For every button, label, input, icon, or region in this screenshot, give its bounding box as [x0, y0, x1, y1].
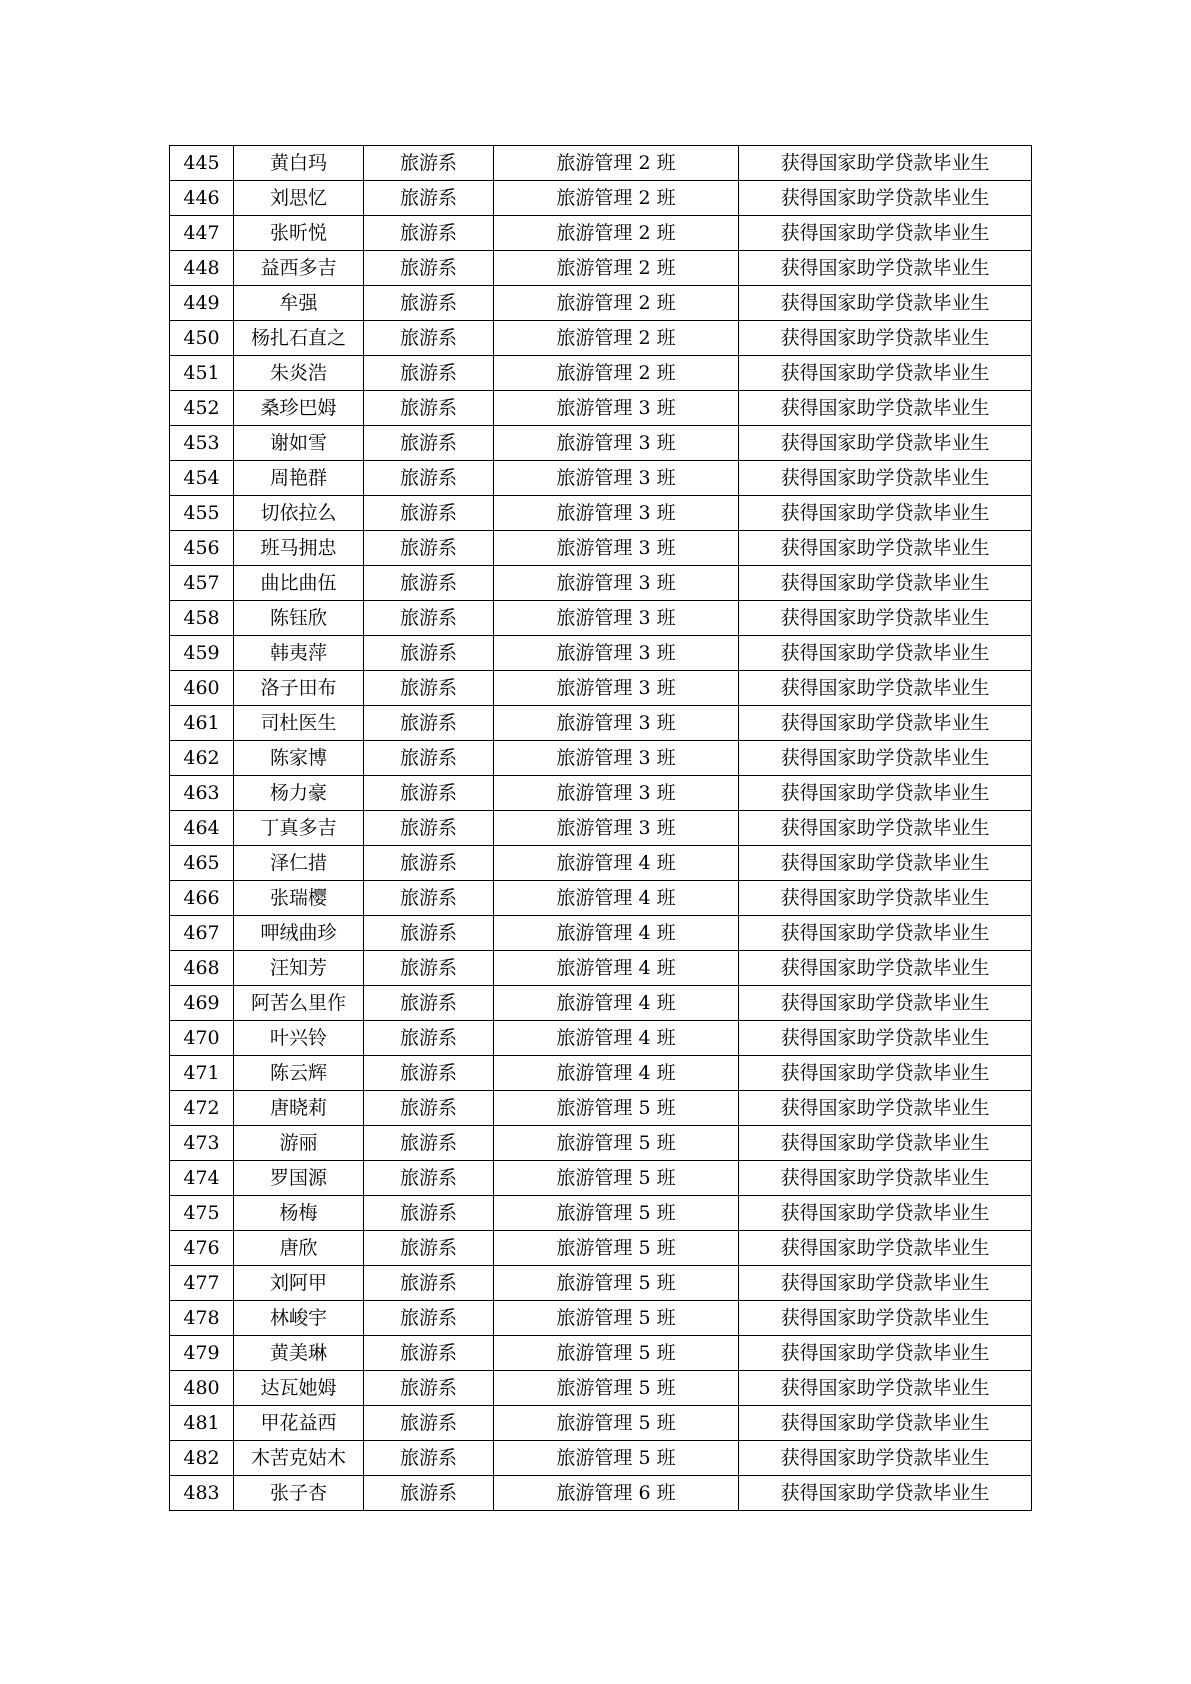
department-cell: 旅游系 — [364, 251, 494, 286]
class-name-cell: 旅游管理 4 班 — [494, 1056, 739, 1091]
loan-status-cell: 获得国家助学贷款毕业生 — [739, 426, 1032, 461]
class-name-cell: 旅游管理 5 班 — [494, 1336, 739, 1371]
loan-status-cell: 获得国家助学贷款毕业生 — [739, 181, 1032, 216]
serial-number-cell: 460 — [170, 671, 234, 706]
table-row — [170, 356, 1032, 391]
department-cell: 旅游系 — [364, 566, 494, 601]
serial-number-cell: 446 — [170, 181, 234, 216]
table-row — [170, 426, 1032, 461]
table-row — [170, 1056, 1032, 1091]
serial-number-cell: 464 — [170, 811, 234, 846]
class-name-cell: 旅游管理 5 班 — [494, 1091, 739, 1126]
loan-status-cell: 获得国家助学贷款毕业生 — [739, 1476, 1032, 1511]
class-name-cell: 旅游管理 3 班 — [494, 636, 739, 671]
table-row — [170, 286, 1032, 321]
student-name-cell: 韩夷萍 — [234, 636, 364, 671]
class-name-cell: 旅游管理 4 班 — [494, 986, 739, 1021]
serial-number-cell: 448 — [170, 251, 234, 286]
department-cell: 旅游系 — [364, 881, 494, 916]
loan-status-cell: 获得国家助学贷款毕业生 — [739, 321, 1032, 356]
loan-status-cell: 获得国家助学贷款毕业生 — [739, 1196, 1032, 1231]
student-name-cell: 黄美琳 — [234, 1336, 364, 1371]
class-name-cell: 旅游管理 2 班 — [494, 286, 739, 321]
table-row — [170, 671, 1032, 706]
table-row — [170, 916, 1032, 951]
student-name-cell: 刘阿甲 — [234, 1266, 364, 1301]
loan-status-cell: 获得国家助学贷款毕业生 — [739, 1266, 1032, 1301]
loan-status-cell: 获得国家助学贷款毕业生 — [739, 951, 1032, 986]
department-cell: 旅游系 — [364, 286, 494, 321]
serial-number-cell: 461 — [170, 706, 234, 741]
class-name-cell: 旅游管理 2 班 — [494, 356, 739, 391]
serial-number-cell: 454 — [170, 461, 234, 496]
table-row — [170, 1336, 1032, 1371]
loan-status-cell: 获得国家助学贷款毕业生 — [739, 986, 1032, 1021]
student-name-cell: 阿苦么里作 — [234, 986, 364, 1021]
serial-number-cell: 477 — [170, 1266, 234, 1301]
serial-number-cell: 479 — [170, 1336, 234, 1371]
serial-number-cell: 462 — [170, 741, 234, 776]
table-row — [170, 1161, 1032, 1196]
table-row — [170, 566, 1032, 601]
department-cell: 旅游系 — [364, 776, 494, 811]
class-name-cell: 旅游管理 2 班 — [494, 251, 739, 286]
department-cell: 旅游系 — [364, 601, 494, 636]
class-name-cell: 旅游管理 4 班 — [494, 846, 739, 881]
department-cell: 旅游系 — [364, 1441, 494, 1476]
class-name-cell: 旅游管理 3 班 — [494, 706, 739, 741]
department-cell: 旅游系 — [364, 1336, 494, 1371]
serial-number-cell: 471 — [170, 1056, 234, 1091]
department-cell: 旅游系 — [364, 811, 494, 846]
loan-status-cell: 获得国家助学贷款毕业生 — [739, 1301, 1032, 1336]
department-cell: 旅游系 — [364, 636, 494, 671]
class-name-cell: 旅游管理 3 班 — [494, 391, 739, 426]
table-row — [170, 706, 1032, 741]
student-name-cell: 曲比曲伍 — [234, 566, 364, 601]
student-name-cell: 黄白玛 — [234, 146, 364, 181]
department-cell: 旅游系 — [364, 391, 494, 426]
table-row — [170, 531, 1032, 566]
department-cell: 旅游系 — [364, 1266, 494, 1301]
loan-status-cell: 获得国家助学贷款毕业生 — [739, 1021, 1032, 1056]
table-row — [170, 1301, 1032, 1336]
serial-number-cell: 452 — [170, 391, 234, 426]
department-cell: 旅游系 — [364, 671, 494, 706]
class-name-cell: 旅游管理 5 班 — [494, 1231, 739, 1266]
table-row — [170, 1441, 1032, 1476]
class-name-cell: 旅游管理 3 班 — [494, 741, 739, 776]
student-name-cell: 牟强 — [234, 286, 364, 321]
serial-number-cell: 467 — [170, 916, 234, 951]
student-name-cell: 游丽 — [234, 1126, 364, 1161]
serial-number-cell: 458 — [170, 601, 234, 636]
class-name-cell: 旅游管理 5 班 — [494, 1406, 739, 1441]
serial-number-cell: 453 — [170, 426, 234, 461]
serial-number-cell: 468 — [170, 951, 234, 986]
student-name-cell: 木苦克姑木 — [234, 1441, 364, 1476]
department-cell: 旅游系 — [364, 1056, 494, 1091]
student-name-cell: 谢如雪 — [234, 426, 364, 461]
class-name-cell: 旅游管理 4 班 — [494, 916, 739, 951]
department-cell: 旅游系 — [364, 1021, 494, 1056]
table-row — [170, 1126, 1032, 1161]
serial-number-cell: 470 — [170, 1021, 234, 1056]
class-name-cell: 旅游管理 2 班 — [494, 216, 739, 251]
serial-number-cell: 476 — [170, 1231, 234, 1266]
department-cell: 旅游系 — [364, 356, 494, 391]
department-cell: 旅游系 — [364, 951, 494, 986]
serial-number-cell: 445 — [170, 146, 234, 181]
table-row — [170, 216, 1032, 251]
loan-status-cell: 获得国家助学贷款毕业生 — [739, 391, 1032, 426]
department-cell: 旅游系 — [364, 1091, 494, 1126]
serial-number-cell: 456 — [170, 531, 234, 566]
department-cell: 旅游系 — [364, 1231, 494, 1266]
department-cell: 旅游系 — [364, 1371, 494, 1406]
loan-status-cell: 获得国家助学贷款毕业生 — [739, 776, 1032, 811]
department-cell: 旅游系 — [364, 1126, 494, 1161]
serial-number-cell: 481 — [170, 1406, 234, 1441]
student-name-cell: 达瓦她姆 — [234, 1371, 364, 1406]
student-name-cell: 甲花益西 — [234, 1406, 364, 1441]
student-name-cell: 张子杏 — [234, 1476, 364, 1511]
loan-status-cell: 获得国家助学贷款毕业生 — [739, 461, 1032, 496]
department-cell: 旅游系 — [364, 216, 494, 251]
department-cell: 旅游系 — [364, 986, 494, 1021]
department-cell: 旅游系 — [364, 426, 494, 461]
table-row — [170, 846, 1032, 881]
table-row — [170, 321, 1032, 356]
department-cell: 旅游系 — [364, 846, 494, 881]
student-name-cell: 杨力豪 — [234, 776, 364, 811]
student-name-cell: 刘思忆 — [234, 181, 364, 216]
serial-number-cell: 483 — [170, 1476, 234, 1511]
loan-status-cell: 获得国家助学贷款毕业生 — [739, 1161, 1032, 1196]
table-row — [170, 1231, 1032, 1266]
loan-status-cell: 获得国家助学贷款毕业生 — [739, 216, 1032, 251]
loan-status-cell: 获得国家助学贷款毕业生 — [739, 356, 1032, 391]
department-cell: 旅游系 — [364, 706, 494, 741]
serial-number-cell: 457 — [170, 566, 234, 601]
class-name-cell: 旅游管理 3 班 — [494, 461, 739, 496]
department-cell: 旅游系 — [364, 1161, 494, 1196]
loan-status-cell: 获得国家助学贷款毕业生 — [739, 811, 1032, 846]
serial-number-cell: 451 — [170, 356, 234, 391]
student-name-cell: 丁真多吉 — [234, 811, 364, 846]
student-name-cell: 杨扎石直之 — [234, 321, 364, 356]
class-name-cell: 旅游管理 2 班 — [494, 146, 739, 181]
loan-status-cell: 获得国家助学贷款毕业生 — [739, 531, 1032, 566]
class-name-cell: 旅游管理 5 班 — [494, 1441, 739, 1476]
table-row — [170, 1196, 1032, 1231]
department-cell: 旅游系 — [364, 321, 494, 356]
serial-number-cell: 455 — [170, 496, 234, 531]
serial-number-cell: 482 — [170, 1441, 234, 1476]
loan-status-cell: 获得国家助学贷款毕业生 — [739, 1056, 1032, 1091]
student-name-cell: 唐晓莉 — [234, 1091, 364, 1126]
student-name-cell: 切依拉么 — [234, 496, 364, 531]
serial-number-cell: 478 — [170, 1301, 234, 1336]
table-row — [170, 461, 1032, 496]
loan-status-cell: 获得国家助学贷款毕业生 — [739, 636, 1032, 671]
table-row — [170, 146, 1032, 181]
serial-number-cell: 474 — [170, 1161, 234, 1196]
student-name-cell: 杨梅 — [234, 1196, 364, 1231]
loan-status-cell: 获得国家助学贷款毕业生 — [739, 1406, 1032, 1441]
table-row — [170, 496, 1032, 531]
table-row — [170, 741, 1032, 776]
loan-status-cell: 获得国家助学贷款毕业生 — [739, 916, 1032, 951]
table-row — [170, 601, 1032, 636]
loan-status-cell: 获得国家助学贷款毕业生 — [739, 286, 1032, 321]
loan-status-cell: 获得国家助学贷款毕业生 — [739, 601, 1032, 636]
student-name-cell: 林峻宇 — [234, 1301, 364, 1336]
loan-status-cell: 获得国家助学贷款毕业生 — [739, 1126, 1032, 1161]
loan-status-cell: 获得国家助学贷款毕业生 — [739, 496, 1032, 531]
loan-status-cell: 获得国家助学贷款毕业生 — [739, 706, 1032, 741]
serial-number-cell: 472 — [170, 1091, 234, 1126]
student-name-cell: 唐欣 — [234, 1231, 364, 1266]
table-row — [170, 951, 1032, 986]
student-name-cell: 益西多吉 — [234, 251, 364, 286]
class-name-cell: 旅游管理 6 班 — [494, 1476, 739, 1511]
department-cell: 旅游系 — [364, 461, 494, 496]
serial-number-cell: 450 — [170, 321, 234, 356]
student-name-cell: 洛子田布 — [234, 671, 364, 706]
table-row — [170, 776, 1032, 811]
class-name-cell: 旅游管理 5 班 — [494, 1196, 739, 1231]
class-name-cell: 旅游管理 5 班 — [494, 1371, 739, 1406]
table-row — [170, 181, 1032, 216]
department-cell: 旅游系 — [364, 181, 494, 216]
loan-status-cell: 获得国家助学贷款毕业生 — [739, 1371, 1032, 1406]
class-name-cell: 旅游管理 5 班 — [494, 1266, 739, 1301]
loan-status-cell: 获得国家助学贷款毕业生 — [739, 671, 1032, 706]
student-name-cell: 呷绒曲珍 — [234, 916, 364, 951]
student-name-cell: 陈钰欣 — [234, 601, 364, 636]
class-name-cell: 旅游管理 3 班 — [494, 811, 739, 846]
student-name-cell: 叶兴铃 — [234, 1021, 364, 1056]
department-cell: 旅游系 — [364, 1301, 494, 1336]
serial-number-cell: 465 — [170, 846, 234, 881]
table-row — [170, 391, 1032, 426]
class-name-cell: 旅游管理 3 班 — [494, 531, 739, 566]
loan-status-cell: 获得国家助学贷款毕业生 — [739, 1441, 1032, 1476]
class-name-cell: 旅游管理 3 班 — [494, 671, 739, 706]
student-name-cell: 汪知芳 — [234, 951, 364, 986]
table-row — [170, 251, 1032, 286]
loan-status-cell: 获得国家助学贷款毕业生 — [739, 846, 1032, 881]
student-name-cell: 班马拥忠 — [234, 531, 364, 566]
student-name-cell: 周艳群 — [234, 461, 364, 496]
student-name-cell: 陈云辉 — [234, 1056, 364, 1091]
loan-status-cell: 获得国家助学贷款毕业生 — [739, 741, 1032, 776]
serial-number-cell: 466 — [170, 881, 234, 916]
department-cell: 旅游系 — [364, 916, 494, 951]
table-row — [170, 811, 1032, 846]
class-name-cell: 旅游管理 4 班 — [494, 1021, 739, 1056]
serial-number-cell: 463 — [170, 776, 234, 811]
table-row — [170, 1021, 1032, 1056]
roster-body — [170, 146, 1032, 1511]
student-name-cell: 陈家博 — [234, 741, 364, 776]
loan-status-cell: 获得国家助学贷款毕业生 — [739, 1231, 1032, 1266]
department-cell: 旅游系 — [364, 1406, 494, 1441]
class-name-cell: 旅游管理 3 班 — [494, 566, 739, 601]
class-name-cell: 旅游管理 4 班 — [494, 881, 739, 916]
loan-status-cell: 获得国家助学贷款毕业生 — [739, 251, 1032, 286]
table-row — [170, 881, 1032, 916]
serial-number-cell: 449 — [170, 286, 234, 321]
student-name-cell: 泽仁措 — [234, 846, 364, 881]
class-name-cell: 旅游管理 5 班 — [494, 1301, 739, 1336]
student-name-cell: 罗国源 — [234, 1161, 364, 1196]
table-row — [170, 1371, 1032, 1406]
student-name-cell: 张瑞樱 — [234, 881, 364, 916]
serial-number-cell: 473 — [170, 1126, 234, 1161]
serial-number-cell: 480 — [170, 1371, 234, 1406]
loan-status-cell: 获得国家助学贷款毕业生 — [739, 146, 1032, 181]
student-name-cell: 张昕悦 — [234, 216, 364, 251]
loan-status-cell: 获得国家助学贷款毕业生 — [739, 1091, 1032, 1126]
department-cell: 旅游系 — [364, 531, 494, 566]
graduate-roster-table — [169, 145, 1032, 1511]
table-row — [170, 636, 1032, 671]
class-name-cell: 旅游管理 3 班 — [494, 601, 739, 636]
table-row — [170, 986, 1032, 1021]
department-cell: 旅游系 — [364, 1476, 494, 1511]
serial-number-cell: 447 — [170, 216, 234, 251]
class-name-cell: 旅游管理 2 班 — [494, 321, 739, 356]
class-name-cell: 旅游管理 3 班 — [494, 426, 739, 461]
student-name-cell: 司杜医生 — [234, 706, 364, 741]
table-row — [170, 1266, 1032, 1301]
serial-number-cell: 459 — [170, 636, 234, 671]
class-name-cell: 旅游管理 5 班 — [494, 1161, 739, 1196]
table-row — [170, 1406, 1032, 1441]
department-cell: 旅游系 — [364, 146, 494, 181]
department-cell: 旅游系 — [364, 496, 494, 531]
class-name-cell: 旅游管理 5 班 — [494, 1126, 739, 1161]
student-name-cell: 朱炎浩 — [234, 356, 364, 391]
department-cell: 旅游系 — [364, 741, 494, 776]
loan-status-cell: 获得国家助学贷款毕业生 — [739, 881, 1032, 916]
table-row — [170, 1091, 1032, 1126]
table-row — [170, 1476, 1032, 1511]
department-cell: 旅游系 — [364, 1196, 494, 1231]
class-name-cell: 旅游管理 3 班 — [494, 776, 739, 811]
serial-number-cell: 469 — [170, 986, 234, 1021]
student-name-cell: 桑珍巴姆 — [234, 391, 364, 426]
class-name-cell: 旅游管理 3 班 — [494, 496, 739, 531]
class-name-cell: 旅游管理 2 班 — [494, 181, 739, 216]
serial-number-cell: 475 — [170, 1196, 234, 1231]
class-name-cell: 旅游管理 4 班 — [494, 951, 739, 986]
loan-status-cell: 获得国家助学贷款毕业生 — [739, 1336, 1032, 1371]
loan-status-cell: 获得国家助学贷款毕业生 — [739, 566, 1032, 601]
